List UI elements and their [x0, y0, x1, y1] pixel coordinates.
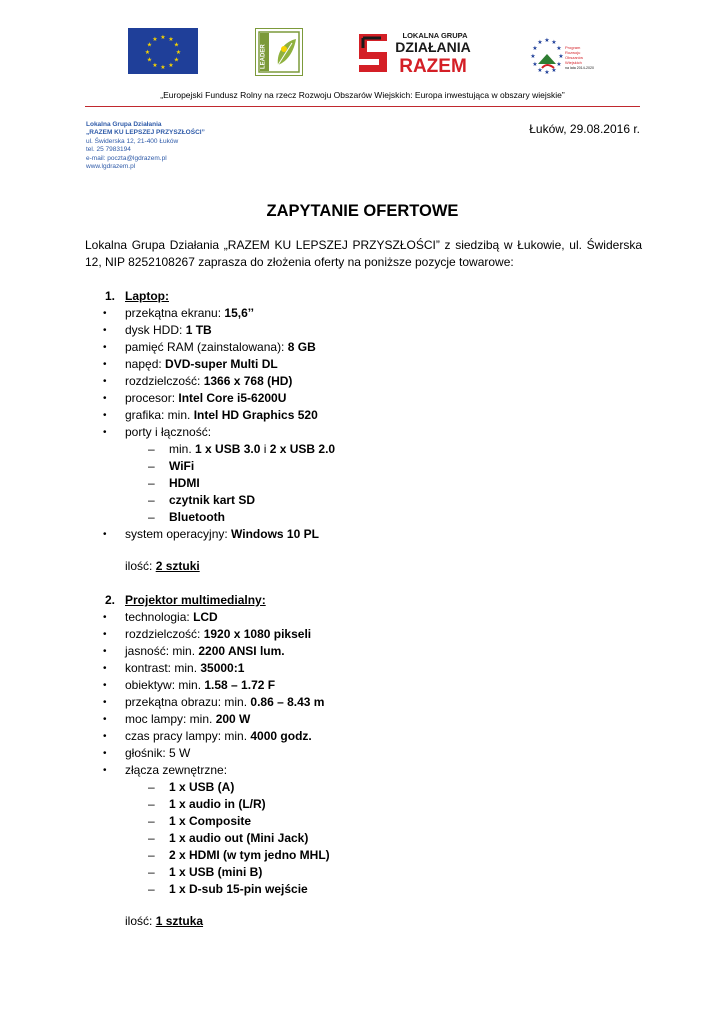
- bullet-icon: •: [103, 427, 107, 438]
- dash-icon: –: [148, 831, 155, 845]
- eu-flag-logo: [128, 28, 198, 74]
- header-divider: [85, 106, 640, 107]
- bullet-icon: •: [103, 376, 107, 387]
- bullet-icon: •: [103, 748, 107, 759]
- svg-text:★: ★: [537, 39, 543, 46]
- svg-text:Obszarów: Obszarów: [565, 55, 584, 60]
- svg-text:★: ★: [152, 36, 158, 43]
- item-name: Laptop:: [125, 289, 169, 303]
- bullet-icon: •: [103, 663, 107, 674]
- svg-text:★: ★: [168, 36, 174, 43]
- svg-text:★: ★: [175, 49, 182, 56]
- bullet-icon: •: [103, 629, 107, 640]
- document-title: ZAPYTANIE OFERTOWE: [266, 202, 459, 220]
- sender-org: „RAZEM KU LEPSZEJ PRZYSZŁOŚCI”: [86, 129, 205, 137]
- svg-text:★: ★: [556, 45, 562, 52]
- svg-text:★: ★: [544, 37, 550, 44]
- svg-text:★: ★: [544, 69, 550, 76]
- svg-text:LOKALNA GRUPA: LOKALNA GRUPA: [402, 31, 468, 40]
- bullet-icon: •: [103, 359, 107, 370]
- item-number: 2.: [105, 593, 116, 607]
- eu-stars-icon: [128, 28, 198, 74]
- bullet-icon: •: [103, 714, 107, 725]
- bullet-icon: •: [103, 342, 107, 353]
- svg-text:★: ★: [173, 56, 180, 64]
- dash-icon: –: [148, 510, 155, 524]
- lgd-razem-logo: [357, 28, 481, 78]
- sender-name: Lokalna Grupa Działania: [86, 121, 162, 128]
- dash-icon: –: [148, 442, 155, 456]
- sender-www[interactable]: www.lgdrazem.pl: [86, 163, 136, 171]
- svg-text:★: ★: [558, 53, 564, 60]
- item-number: 1.: [105, 289, 116, 303]
- svg-text:RAZEM: RAZEM: [399, 56, 467, 77]
- svg-text:★: ★: [537, 67, 543, 74]
- bullet-icon: •: [103, 308, 107, 319]
- logo-bar: [0, 0, 725, 90]
- svg-text:Wiejskich: Wiejskich: [565, 60, 582, 65]
- sender-address-block: [86, 121, 205, 171]
- svg-text:★: ★: [532, 45, 538, 52]
- bullet-icon: •: [103, 646, 107, 657]
- bullet-icon: •: [103, 410, 107, 421]
- dash-icon: –: [148, 780, 155, 794]
- dash-icon: –: [148, 476, 155, 490]
- svg-text:★: ★: [556, 61, 562, 68]
- svg-text:★: ★: [146, 56, 153, 64]
- svg-text:★: ★: [551, 67, 557, 74]
- svg-text:na lata 2014-2020: na lata 2014-2020: [565, 66, 594, 70]
- bullet-icon: •: [103, 612, 107, 623]
- bullet-icon: •: [103, 393, 107, 404]
- svg-text:★: ★: [146, 41, 153, 49]
- svg-text:★: ★: [551, 39, 557, 46]
- svg-text:★: ★: [160, 64, 166, 71]
- prow-logo: [528, 34, 604, 82]
- dash-icon: –: [148, 459, 155, 473]
- bullet-icon: •: [103, 325, 107, 336]
- svg-text:★: ★: [144, 49, 151, 56]
- item-name: Projektor multimedialny:: [125, 593, 266, 607]
- svg-text:★: ★: [173, 41, 180, 49]
- dash-icon: –: [148, 493, 155, 507]
- dash-icon: –: [148, 865, 155, 879]
- dash-icon: –: [148, 814, 155, 828]
- dash-icon: –: [148, 797, 155, 811]
- document-date: Łuków, 29.08.2016 r.: [529, 122, 640, 136]
- quantity-value: 2 sztuki: [155, 559, 200, 573]
- dash-icon: –: [148, 882, 155, 896]
- svg-text:DZIAŁANIA: DZIAŁANIA: [395, 39, 471, 55]
- svg-text:LEADER: LEADER: [260, 44, 267, 69]
- sender-phone: tel. 25 7983194: [86, 146, 131, 154]
- bullet-icon: •: [103, 697, 107, 708]
- quantity-value: 1 sztuka: [155, 914, 204, 928]
- svg-text:★: ★: [152, 62, 158, 69]
- bullet-icon: •: [103, 680, 107, 691]
- sender-email[interactable]: e-mail: poczta@lgdrazem.pl: [86, 154, 167, 162]
- svg-text:Rozwoju: Rozwoju: [565, 50, 581, 55]
- funding-motto: „Europejski Fundusz Rolny na rzecz Rozwoju Obszarów Wiejskich: Europa inwestująca w obszary wiejskie”: [160, 90, 565, 100]
- svg-text:Program: Program: [565, 45, 581, 50]
- svg-text:★: ★: [168, 62, 174, 69]
- sender-street: ul. Świderska 12, 21-400 Łuków: [86, 137, 179, 145]
- bullet-icon: •: [103, 529, 107, 540]
- bullet-icon: •: [103, 765, 107, 776]
- dash-icon: –: [148, 848, 155, 862]
- intro-paragraph: Lokalna Grupa Działania „RAZEM KU LEPSZEJ PRZYSZŁOŚCI” z siedzibą w Łukowie, ul. Świderska 12, NIP 8252108267 zaprasza do złożenia oferty na poniższe pozycje towarowe:: [85, 238, 642, 269]
- svg-text:★: ★: [530, 53, 536, 60]
- leader-leaf-icon: [256, 29, 302, 75]
- svg-text:★: ★: [532, 61, 538, 68]
- svg-text:★: ★: [160, 34, 166, 41]
- leader-logo: [255, 28, 303, 76]
- bullet-icon: •: [103, 731, 107, 742]
